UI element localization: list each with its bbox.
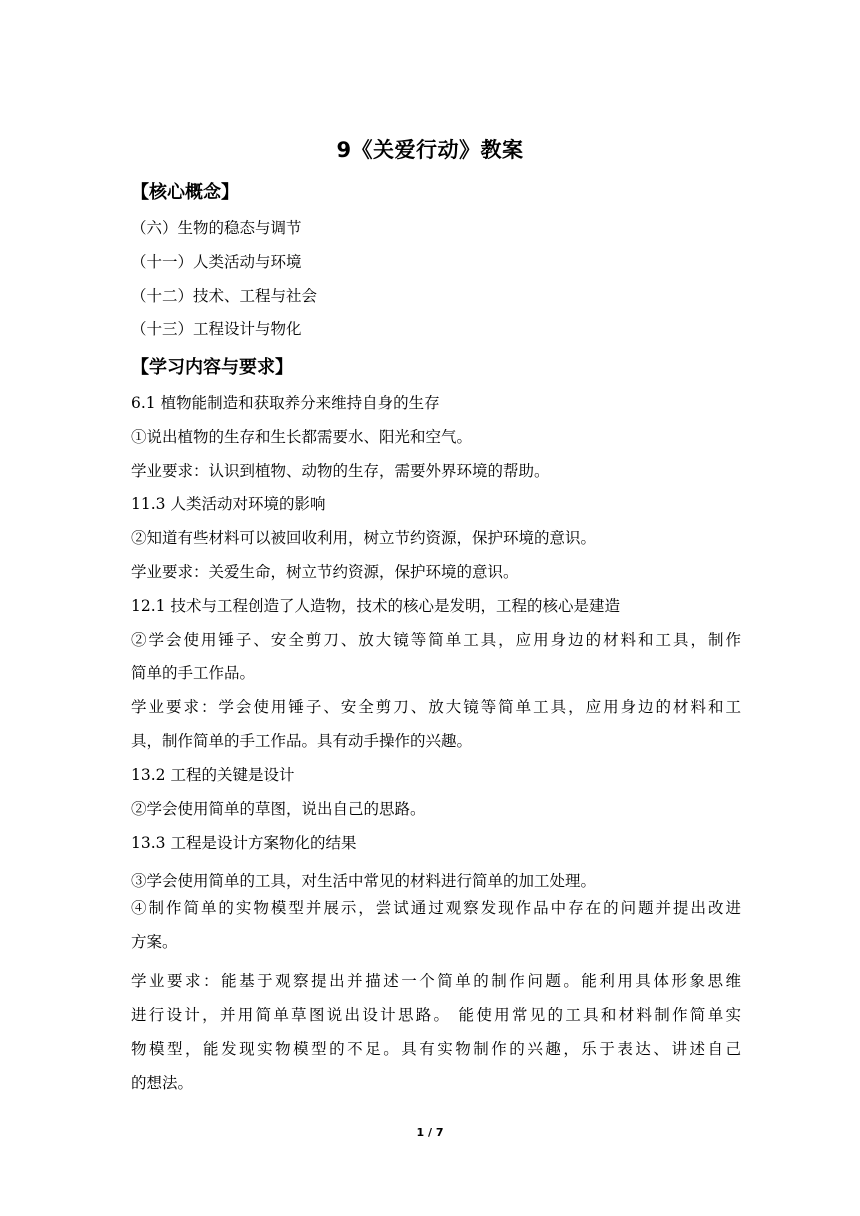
section-heading-core-concepts: 【核心概念】 bbox=[131, 182, 239, 203]
content-line: 11.3 人类活动对环境的影响 bbox=[131, 495, 326, 513]
content-line: ②知道有些材料可以被回收利用，树立节约资源，保护环境的意识。 bbox=[131, 529, 597, 547]
content-line: 12.1 技术与工程创造了人造物，技术的核心是发明，工程的核心是建造 bbox=[131, 597, 620, 615]
content-line: 方案。 bbox=[131, 933, 178, 951]
core-concept-item: （六）生物的稳态与调节 bbox=[131, 219, 302, 237]
content-line: 学业要求：能基于观察提出并描述一个简单的制作问题。能利用具体形象思维 bbox=[131, 972, 741, 990]
content-line: 学业要求：关爱生命，树立节约资源，保护环境的意识。 bbox=[131, 563, 519, 581]
content-line: 进行设计，并用简单草图说出设计思路。 能使用常见的工具和材料制作简单实 bbox=[131, 1006, 741, 1024]
content-line: ①说出植物的生存和生长都需要水、阳光和空气。 bbox=[131, 428, 473, 446]
content-line: ②学会使用简单的草图，说出自己的思路。 bbox=[131, 800, 426, 818]
core-concept-item: （十二）技术、工程与社会 bbox=[131, 287, 318, 305]
content-line: 13.2 工程的关键是设计 bbox=[131, 766, 295, 784]
core-concept-item: （十三）工程设计与物化 bbox=[131, 320, 302, 338]
content-line: ④制作简单的实物模型并展示，尝试通过观察发现作品中存在的问题并提出改进 bbox=[131, 899, 741, 917]
content-line: ②学会使用锤子、安全剪刀、放大镜等简单工具，应用身边的材料和工具，制作 bbox=[131, 631, 741, 649]
section-heading-learning: 【学习内容与要求】 bbox=[131, 357, 293, 378]
content-line: 具，制作简单的手工作品。具有动手操作的兴趣。 bbox=[131, 732, 473, 750]
content-line: ③学会使用简单的工具，对生活中常见的材料进行简单的加工处理。 bbox=[131, 872, 597, 890]
document-title: 9《关爱行动》教案 bbox=[336, 138, 524, 162]
content-line: 物模型，能发现实物模型的不足。具有实物制作的兴趣，乐于表达、讲述自己 bbox=[131, 1040, 741, 1058]
page-number: 1 / 7 bbox=[416, 1126, 444, 1139]
content-line: 学业要求：认识到植物、动物的生存，需要外界环境的帮助。 bbox=[131, 462, 550, 480]
content-line: 简单的手工作品。 bbox=[131, 664, 256, 682]
content-line: 6.1 植物能制造和获取养分来维持自身的生存 bbox=[131, 394, 440, 412]
core-concept-item: （十一）人类活动与环境 bbox=[131, 253, 302, 271]
content-line: 13.3 工程是设计方案物化的结果 bbox=[131, 834, 357, 852]
content-line: 学业要求：学会使用锤子、安全剪刀、放大镜等简单工具，应用身边的材料和工 bbox=[131, 698, 741, 716]
content-line: 的想法。 bbox=[131, 1074, 194, 1092]
